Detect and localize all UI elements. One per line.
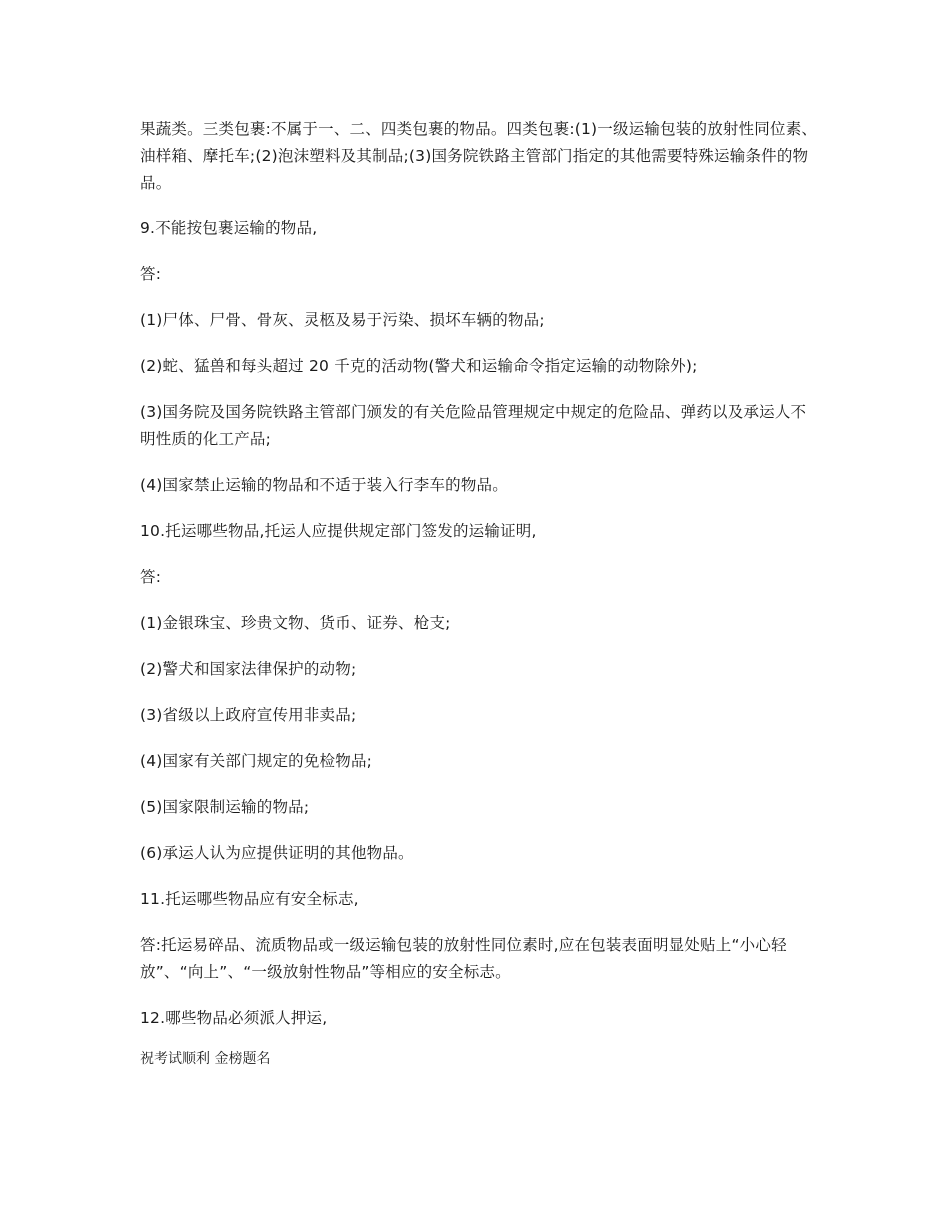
- paragraph-1: 果蔬类。三类包裹:不属于一、二、四类包裹的物品。四类包裹:(1)一级运输包装的放射性同位素、油样箱、摩托车;(2)泡沫塑料及其制品;(3)国务院铁路主管部门指定的其他需要特殊运输条件的物品。: [140, 120, 818, 192]
- answer-10-item-4: (4)国家有关部门规定的免检物品;: [140, 752, 373, 770]
- answer-10-item-2: (2)警犬和国家法律保护的动物;: [140, 660, 357, 678]
- page-footer: 祝考试顺利 金榜题名: [140, 1051, 271, 1067]
- answer-9-item-1: (1)尸体、尸骨、骨灰、灵柩及易于污染、损坏车辆的物品;: [140, 311, 545, 329]
- answer-10-item-6: (6)承运人认为应提供证明的其他物品。: [140, 844, 414, 862]
- answer-9-item-2: (2)蛇、猛兽和每头超过 20 千克的活动物(警犬和运输命令指定运输的动物除外);: [140, 357, 698, 375]
- answer-label-10: 答:: [140, 568, 162, 586]
- answer-10-item-1: (1)金银珠宝、珍贵文物、货币、证券、枪支;: [140, 614, 451, 632]
- question-12: 12.哪些物品必须派人押运,: [140, 1009, 328, 1027]
- question-9: 9.不能按包裹运输的物品,: [140, 219, 318, 237]
- answer-9-item-3: (3)国务院及国务院铁路主管部门颁发的有关危险品管理规定中规定的危险品、弹药以及承运人不明性质的化工产品;: [140, 403, 807, 448]
- answer-11: 答:托运易碎品、流质物品或一级运输包装的放射性同位素时,应在包装表面明显处贴上“小心轻放”、“向上”、“一级放射性物品”等相应的安全标志。: [140, 936, 787, 981]
- answer-10-item-5: (5)国家限制运输的物品;: [140, 798, 310, 816]
- answer-10-item-3: (3)省级以上政府宣传用非卖品;: [140, 706, 357, 724]
- question-11: 11.托运哪些物品应有安全标志,: [140, 890, 359, 908]
- answer-label-9: 答:: [140, 265, 162, 283]
- question-10: 10.托运哪些物品,托运人应提供规定部门签发的运输证明,: [140, 522, 537, 540]
- answer-9-item-4: (4)国家禁止运输的物品和不适于装入行李车的物品。: [140, 476, 508, 494]
